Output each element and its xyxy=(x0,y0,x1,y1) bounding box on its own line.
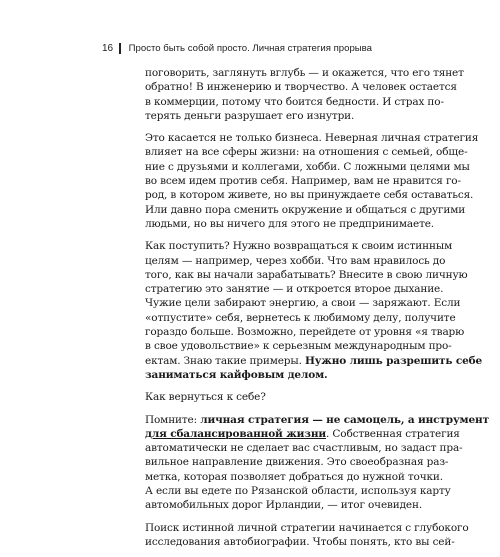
text-line: Это касается не только бизнеса. Неверная личная стратегия xyxy=(145,132,479,145)
paragraph-6 xyxy=(145,521,469,550)
text-line: терять деньги разрушает его изнутри. xyxy=(145,109,355,122)
bold-underlined-emphasis: для сбалансированной жизни xyxy=(145,427,327,440)
text-line: Как вернуться к себе? xyxy=(145,391,266,404)
header-divider xyxy=(119,43,121,54)
running-title: Просто быть собой просто. Личная стратегия прорыва xyxy=(128,42,372,54)
text-line: целям — например, через хобби. Что вам нравилось до xyxy=(145,254,446,267)
text-line: во всем идем против себя. Например, вам не нравится го- xyxy=(145,175,461,188)
text-line: метка, которая позволяет добраться до нужной точки. xyxy=(145,470,443,483)
paragraph-1 xyxy=(145,66,464,123)
text-line: стратегию это занятие — и откроется второе дыхание. xyxy=(145,283,444,296)
text-line: ние с друзьями и коллегами, хобби. С ложными целями мы xyxy=(145,160,470,173)
text-line: обратно! В инженерию и творчество. А человек остается xyxy=(145,81,457,94)
text-line: автомобильных дорог Ирландии, — итог очевиден. xyxy=(145,499,423,512)
text-line: Чужие цели забирают энергию, а свои — заряжают. Если xyxy=(145,297,461,310)
text-segment: ектам. Знаю такие примеры. xyxy=(145,354,302,367)
text-line: того, как вы начали зарабатывать? Внесите в свою личную xyxy=(145,268,468,281)
page-number: 16 xyxy=(102,42,114,54)
text-line: «отпустите» себя, вернетесь к любимому делу, получите xyxy=(145,311,456,324)
paragraph-2 xyxy=(145,131,479,231)
text-line: влияет на все сферы жизни: на отношения с семьей, обще- xyxy=(145,146,468,159)
text-line: Или давно пора сменить окружение и общаться с другими xyxy=(145,203,466,216)
text-line: людьми, но вы ничего для этого не предпринимаете. xyxy=(145,217,434,230)
text-line: исследования автобиографии. Чтобы понять, кто вы сей- xyxy=(145,535,455,548)
bold-emphasis-line: заниматься кайфовым делом. xyxy=(145,368,328,381)
running-header xyxy=(102,40,402,56)
text-line: род, в котором живете, но вы принуждаете себя оставаться. xyxy=(145,189,474,202)
text-line: А если вы едете по Рязанской области, используя карту xyxy=(145,485,451,498)
text-segment: Помните: xyxy=(145,413,198,426)
bold-emphasis: Нужно лишь разрешить себе xyxy=(304,354,483,367)
text-line: Поиск истинной личной стратегии начинается с глубокого xyxy=(145,521,469,534)
text-line: Как поступить? Нужно возвращаться к своим истинным xyxy=(145,240,453,253)
text-line: в коммерции, потому что боится бедности. И страх по- xyxy=(145,95,444,108)
text-line-mixed xyxy=(145,427,460,441)
paragraph-5 xyxy=(145,413,489,513)
text-line: поговорить, заглянуть вглубь — и окажется, что его тянет xyxy=(145,67,464,79)
text-line: вильное направление движения. Это своеобразная раз- xyxy=(145,456,449,469)
text-line-mixed xyxy=(145,354,483,368)
paragraph-4 xyxy=(145,390,403,404)
text-line: автоматически не сделает вас счастливым, но задаст пра- xyxy=(145,442,463,455)
text-line: в свое удовольствие» к серьезным международным про- xyxy=(145,340,452,353)
text-segment: . Собственная стратегия xyxy=(326,427,460,440)
text-line: гораздо больше. Возможно, перейдете от уровня «я тварю xyxy=(145,326,465,339)
bold-emphasis: личная стратегия — не самоцель, а инструмент xyxy=(200,413,489,426)
paragraph-3 xyxy=(145,239,483,382)
text-line-mixed xyxy=(145,413,489,427)
body-text xyxy=(145,66,489,557)
